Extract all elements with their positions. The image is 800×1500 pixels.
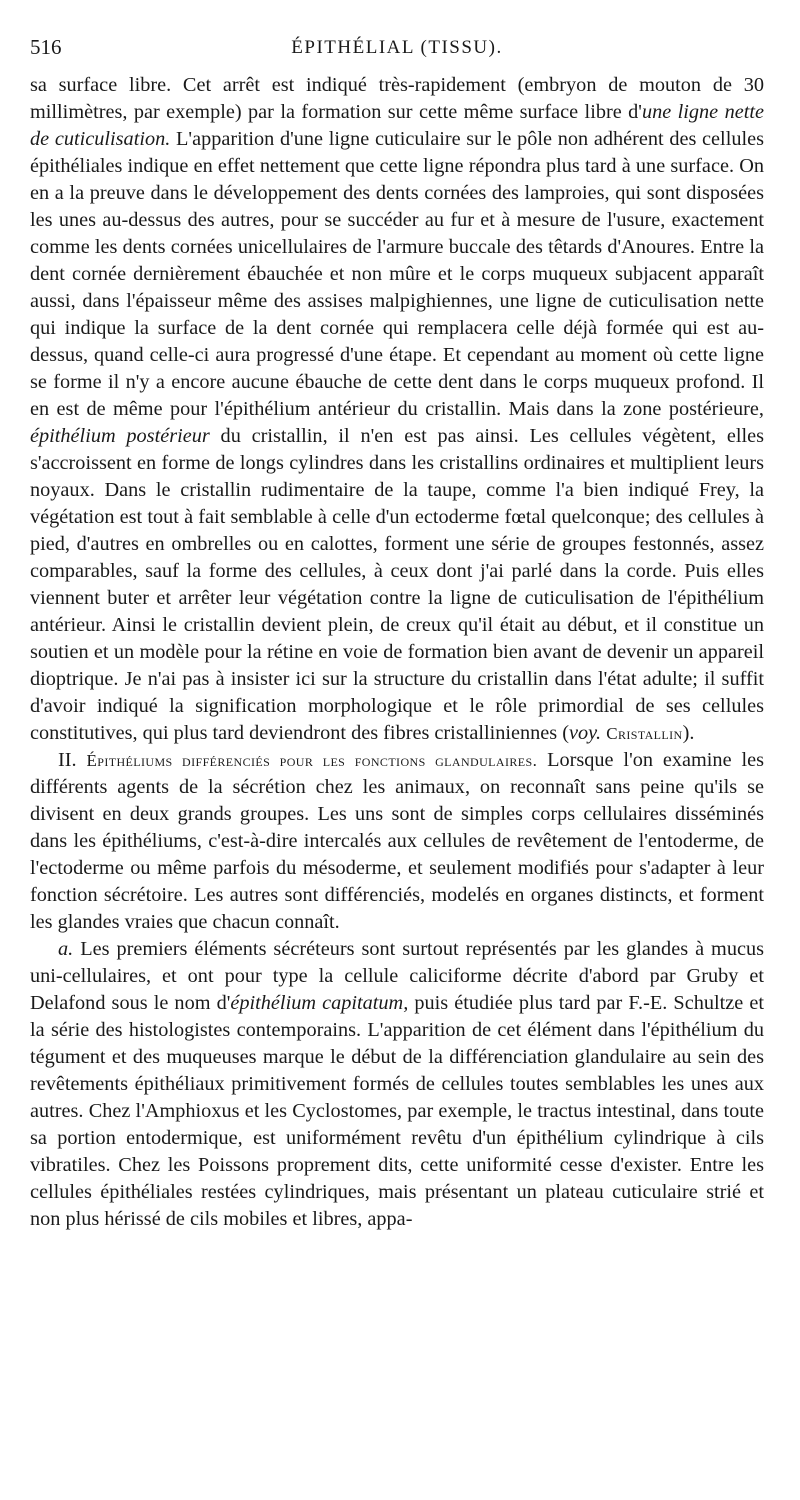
p3-italic-capitatum: épithélium capitatum, — [230, 992, 409, 1014]
p1-cross-reference: Cristallin — [606, 724, 683, 743]
p3-text-c: puis étudiée plus tard par F.-E. Schultze et la série des histologistes contemporains. L'apparition de cet élément dans l'épithélium du tégument et des muqueuses marque le début de la différenciation glandulaire au sein des revêtements épithéliaux primitivement formés de cellules toutes semblables les unes aux autres. Chez l'Amphioxus et les Cyclostomes, par exemple, le tractus intestinal, dans toute sa portion entodermique, est uniformément revêtu d'un épithélium cylindrique à cils vibratiles. Chez les Poissons proprement dits, cette uniformité cesse d'exister. Entre les cellules épithéliales restées cylindriques, mais présentant un plateau cuticulaire strié et non plus hérissé de cils mobiles et libres, appa- — [30, 992, 764, 1230]
p3-text-a: Les premiers éléments sécréteurs sont surtout représentés par les glandes à mucus uni-cellulaires, et ont pour type la cellule caliciforme décrite d'abord par Gruby et Delafond sous le nom d' — [30, 938, 764, 1014]
page-header — [30, 34, 764, 64]
p1-text-h: ). — [682, 722, 695, 744]
p1-italic-cuticulisation: une ligne nette de cuticulisation. — [30, 101, 765, 150]
paragraph-unicellular-glands — [30, 936, 764, 1233]
paragraph-glandular-epithelia — [30, 747, 764, 936]
running-title: ÉPITHÉLIAL (TISSU). — [291, 37, 503, 58]
p1-text-e: du cristallin, il n'en est pas ainsi. Les cellules végètent, elles s'accroissent en forme de longs cylindres dans les cristallins ordinaires et multiplient leurs noyaux. Dans le cristallin rudimentaire de la taupe, comme l'a bien indiqué Frey, la végétation est tout à fait semblable à celle d'un ectoderme fœtal quelconque; des cellules à pied, d'autres en ombrelles ou en calottes, forment une série de groupes festonnés, assez comparables, sauf la forme des cellules, à ceux dont j'ai parlé dans la corde. Puis elles viennent buter et arrêter leur végétation contre la ligne de cuticulisation de l'épithélium antérieur. Ainsi le cristallin devient plein, de creux qu'il était au début, et il constitue un soutien et un modèle pour la rétine en voie de formation bien avant de devenir un appareil dioptrique. Je n'ai pas à insister ici sur la structure du cristallin dans l'état adulte; il suffit d'avoir indiqué la signification morphologique et le rôle primordial de ses cellules constitutives, qui plus tard deviendront des fibres cristalliniennes ( — [30, 425, 764, 744]
p1-text-c: L'apparition d'une ligne cuticulaire sur le pôle non adhérent des cellules épithéliales indique en effet nettement que cette ligne répondra plus tard à une surface. On en a la preuve dans le développement des dents cornées des lamproies, qui sont disposées les unes au-dessus des autres, pour se succéder au fur et à mesure de l'usure, exactement comme les dents cornées unicellulaires de l'armure buccale des têtards d'Anoures. Entre la dent cornée dernièrement ébauchée et non mûre et le corps muqueux subjacent apparaît aussi, dans l'épaisseur même des assises malpighiennes, une ligne de cuticulisation nette qui indique la surface de la dent cornée qui remplacera celle déjà formée qui est au-dessus, quand celle-ci aura progressé d'une étape. Et cependant au moment où cette ligne se forme il n'y a encore aucune ébauche de cette dent dans le corps muqueux profond. Il en est de même pour l'épithélium antérieur du cristallin. Mais dans la zone postérieure, — [30, 128, 764, 420]
section-heading: Épithéliums différenciés pour les fonctions glandulaires. — [86, 751, 538, 770]
section-label: II. — [58, 749, 77, 771]
paragraph-crystalline-lens — [30, 72, 764, 747]
p1-text-a: sa surface libre. Cet arrêt est indiqué très-rapidement (embryon de mouton de 30 millimètres, par exemple) par la formation sur cette même surface libre d' — [30, 74, 764, 123]
p1-italic-voy: voy. — [569, 722, 602, 744]
p1-italic-posterior-epithelium: épithélium postérieur — [30, 425, 210, 447]
book-page — [30, 34, 764, 1233]
page-number: 516 — [30, 35, 62, 59]
p2-text: Lorsque l'on examine les différents agents de la sécrétion chez les animaux, on reconnaît sans peine qu'ils se divisent en deux grands groupes. Les uns sont de simples corps cellulaires disséminés dans les épithéliums, c'est-à-dire intercalés aux cellules de revêtement de l'entoderme, de l'ectoderme ou même parfois du mésoderme, et seulement modifiés pour s'adapter à leur fonction sécrétoire. Les autres sont différenciés, modelés en organes distincts, et forment les glandes vraies que chacun connaît. — [30, 749, 764, 933]
subsection-label: a. — [58, 938, 74, 960]
